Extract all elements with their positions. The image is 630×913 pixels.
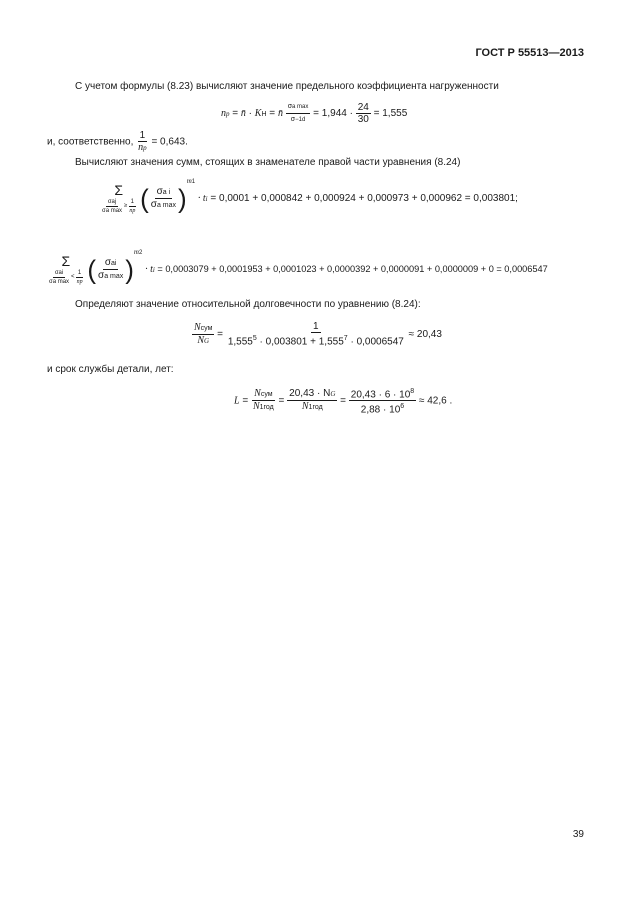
page-number: 39 — [572, 829, 584, 840]
equation-sum-second: Σ $\frac{\text{σai}}{\text{σa max}}$ < $\frac{1}{np}$ ( $\frac{\text{σai}}{\text{σa max}}$ )m2 · ti = 0,0003079 + 0,0001953 + 0,0001023 + 0,0000392 + 0,0000091 + 0,0000009 + 0 = 0,0006547 — [49, 248, 548, 285]
sigma-ratio-fraction: $\frac{\text{σa max}}{\sigma-1d}$ — [287, 103, 309, 123]
equation-load-coefficient: np = n̄ · KН = n̄ $\frac{\text{σa max}}{\sigma-1d}$ = 1,944 · $\frac{24}{30}$ = 1,555 — [221, 102, 408, 125]
sum-symbol: Σ — [114, 181, 123, 198]
paragraph-respectively: и, соответственно, $\frac{1}{np}$ = 0,643. — [47, 130, 188, 153]
inverse-np-fraction: $\frac{1}{np}$ — [138, 130, 147, 153]
equation-sum-first: Σ $\frac{\text{σaj}}{\text{σa max}}$ ≥ $\frac{1}{np}$ ( $\frac{\text{σa i}}{\text{σa max}}$ )m1 · ti = 0,0001 + 0,000842 + 0,000924 + 0,000973 + 0,000962 = 0,003801; — [102, 177, 518, 214]
paragraph-relative-durability: Определяют значение относительной долговечности по уравнению (8.24): — [75, 299, 421, 310]
sum-symbol: Σ — [61, 252, 71, 269]
paragraph-service-life: и срок службы детали, лет: — [47, 364, 174, 375]
equation-service-life: L = $\frac{\text{Nсум}}{\text{N1год}}$ = $\frac{20,43 \cdot NG}{\text{N1год}}$ = $\frac{20,43 \cdot 6 \cdot 10^8}{2,88 \cdot 10^6}$ ≈ 42,6 . — [234, 388, 453, 416]
ratio-24-30: $\frac{24}{30}$ — [357, 102, 369, 125]
document-header: ГОСТ Р 55513—2013 — [475, 47, 584, 59]
equation-relative-durability: $\frac{\text{Nсум}}{NG}$ = $\frac{1}{1,555^5 \cdot 0,003801 + 1,555^7 \cdot 0,0006547}$ ≈ 20,43 — [194, 321, 442, 348]
paragraph-formula-823: С учетом формулы (8.23) вычисляют значение предельного коэффициента нагруженности — [75, 81, 499, 92]
paragraph-compute-sums: Вычисляют значения сумм, стоящих в знаменателе правой части уравнения (8.24) — [75, 157, 461, 168]
